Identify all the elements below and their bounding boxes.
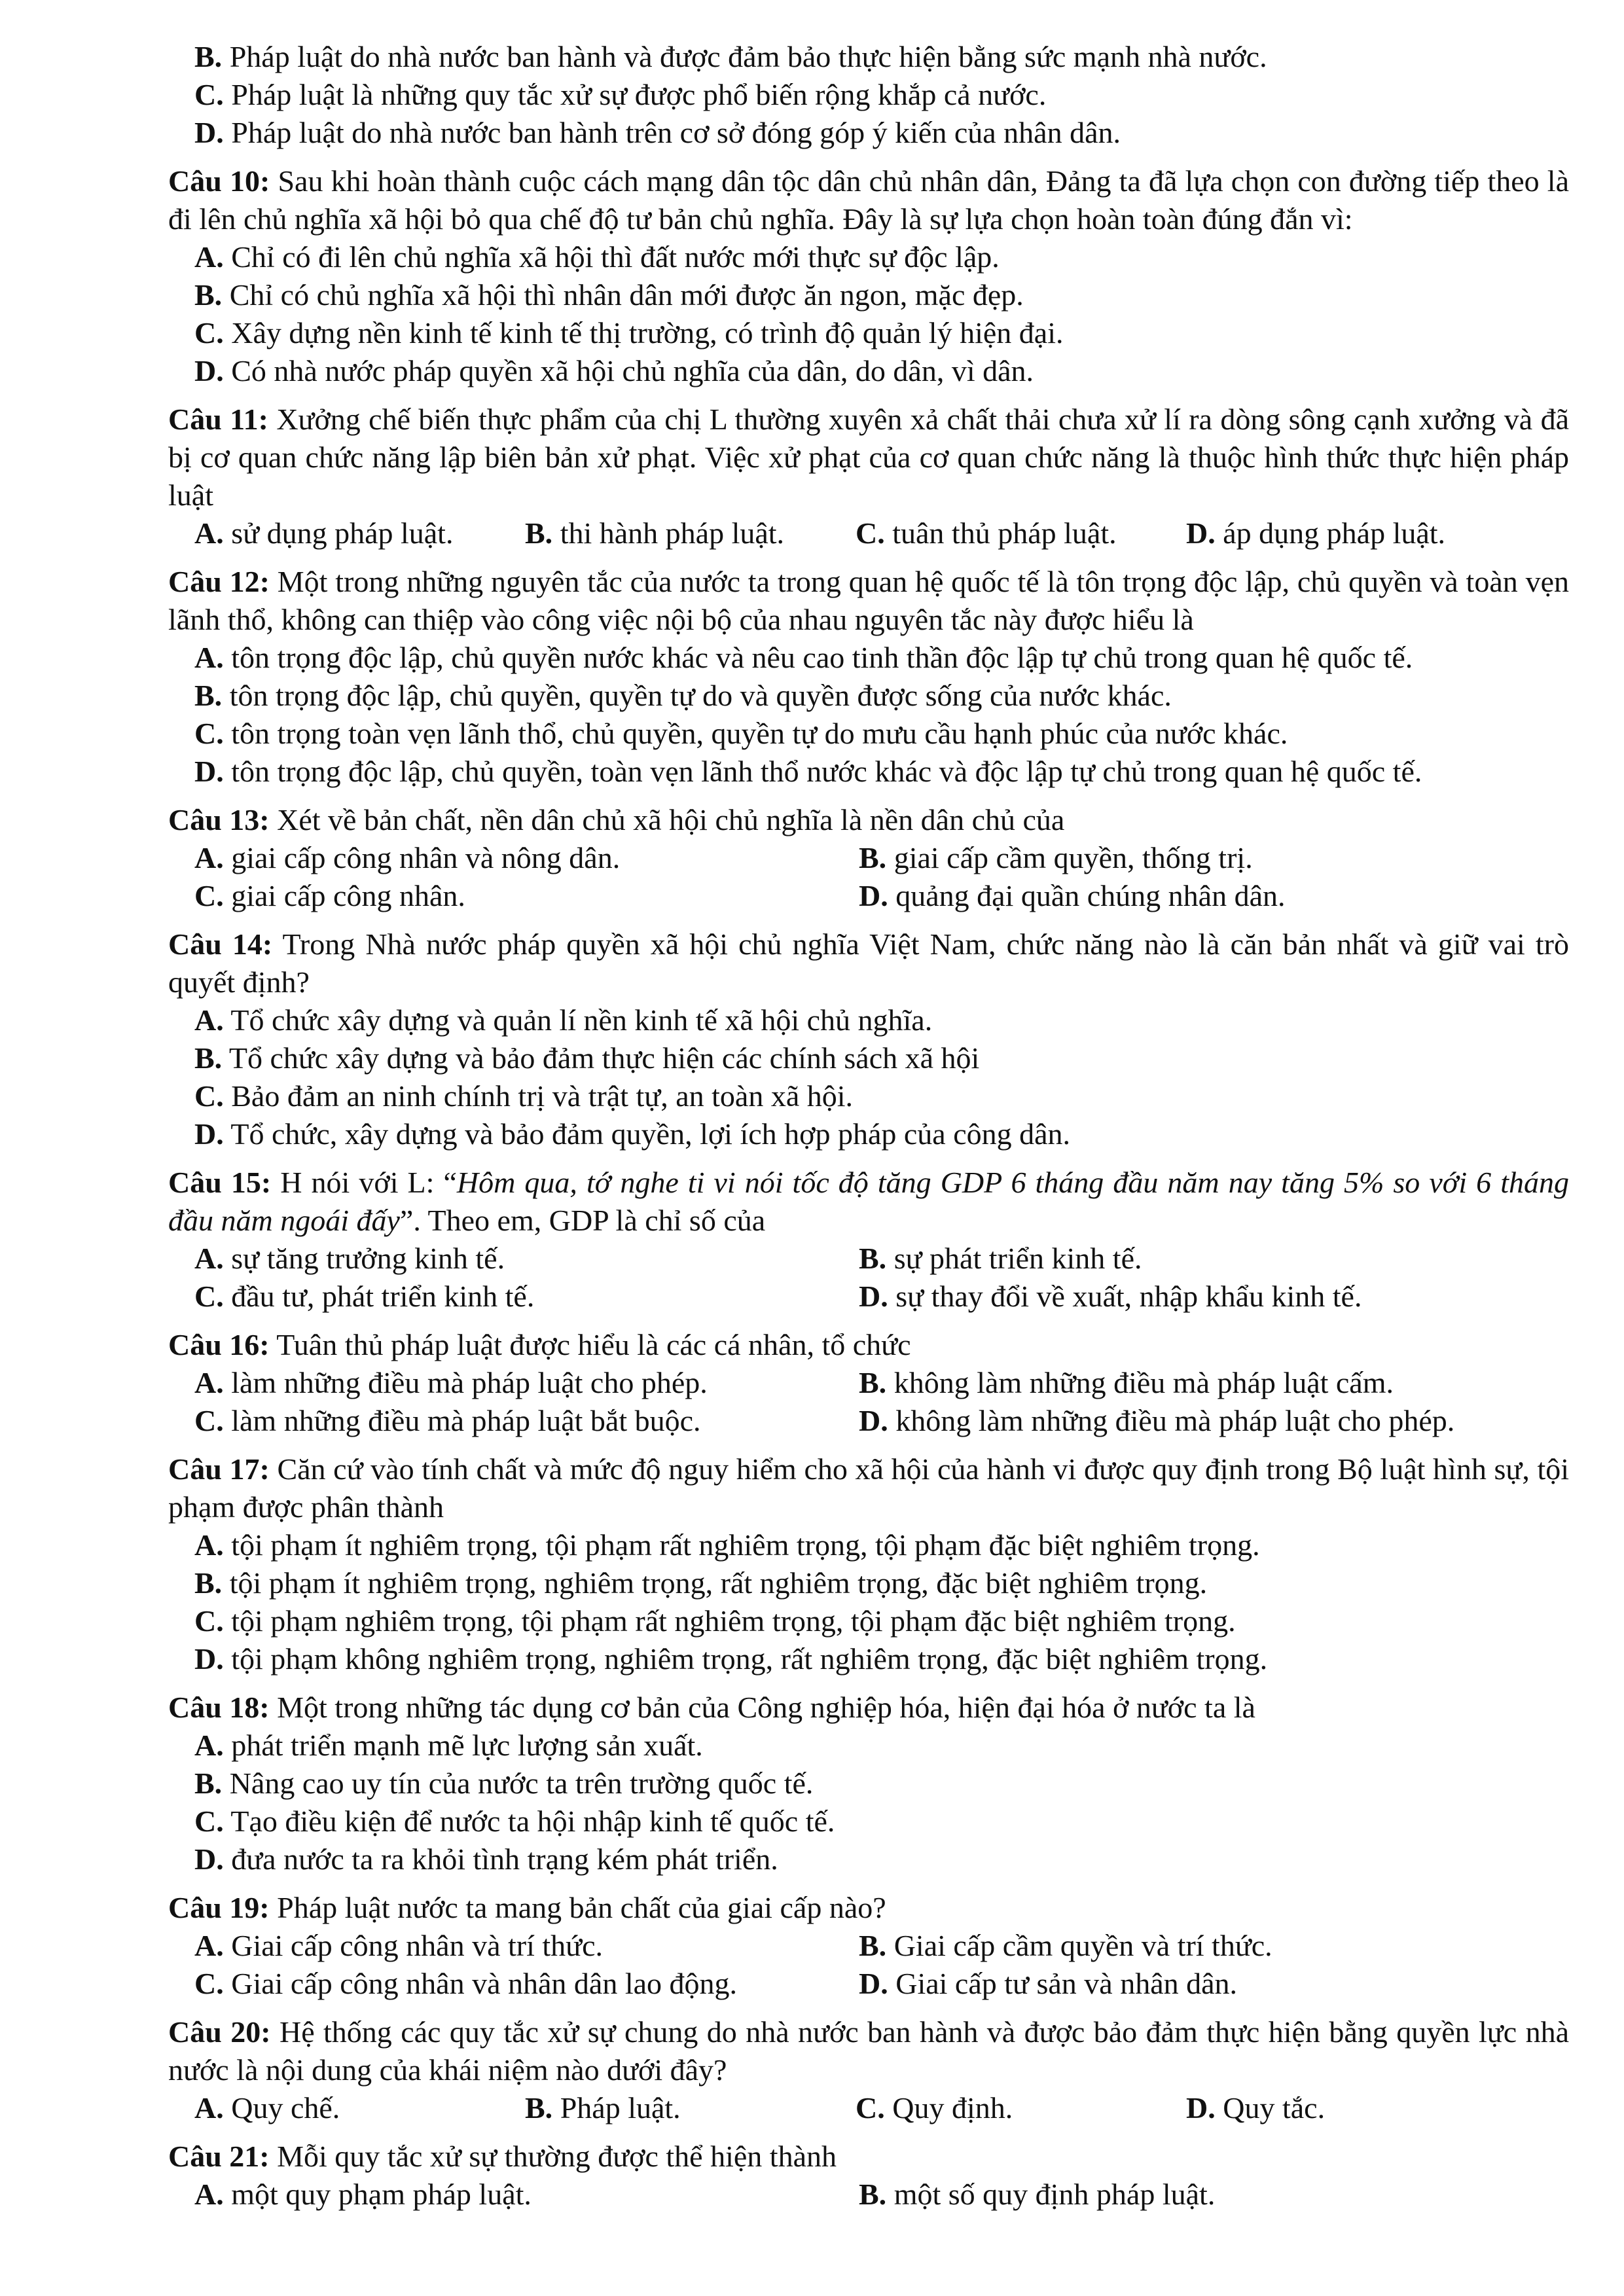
option-cell — [525, 2089, 856, 2127]
option-text: Giai cấp công nhân và nhân dân lao động. — [231, 1967, 738, 2000]
option-row — [168, 1077, 1569, 1115]
option — [1186, 2091, 1325, 2125]
option-text: tôn trọng toàn vẹn lãnh thổ, chủ quyền, quyền tự do mưu cầu hạnh phúc của nước khác. — [231, 717, 1288, 750]
option — [859, 1366, 1394, 1399]
option-label: C. — [856, 2091, 885, 2125]
option-cell — [194, 1278, 859, 1316]
option-text: không làm những điều mà pháp luật cấm. — [893, 1366, 1394, 1399]
option — [194, 354, 1034, 387]
option-row — [168, 2089, 1569, 2127]
option-cell — [525, 514, 856, 552]
option-row — [168, 514, 1569, 552]
question-text — [168, 563, 1569, 639]
option — [194, 1604, 1236, 1638]
option-row — [168, 352, 1569, 390]
option-row — [168, 639, 1569, 677]
question-stem-end: ”. Theo em, GDP là chỉ số của — [399, 1204, 766, 1237]
question-text — [168, 2013, 1569, 2089]
option-label: D. — [859, 1967, 888, 2000]
question-block — [168, 2013, 1569, 2127]
option — [856, 516, 1117, 550]
option — [194, 679, 1172, 712]
option-cell — [194, 877, 859, 915]
option-text: tội phạm không nghiêm trọng, nghiêm trọng, rất nghiêm trọng, đặc biệt nghiêm trọng. — [231, 1642, 1268, 1676]
option-row — [168, 1278, 1569, 1316]
option-text: không làm những điều mà pháp luật cho phép. — [895, 1404, 1455, 1437]
option-label: D. — [859, 879, 888, 912]
option-cell — [194, 1402, 859, 1440]
option-label: C. — [194, 1404, 224, 1437]
option — [194, 1404, 701, 1437]
question-stem-start: H nói với L: “ — [280, 1166, 457, 1199]
option — [525, 516, 784, 550]
option-label: C. — [194, 1079, 224, 1113]
question-number: Câu 20: — [168, 2015, 271, 2049]
option-text: Pháp luật là những quy tắc xử sự được phổ biến rộng khắp cả nước. — [231, 78, 1047, 111]
question-stem: Một trong những nguyên tắc của nước ta trong quan hệ quốc tế là tôn trọng độc lập, chủ quyền và toàn vẹn lãnh thổ, không can thiệp vào công việc nội bộ của nhau nguyên tắc này được hiểu là — [168, 565, 1569, 636]
question-quote: Hôm qua, tớ nghe ti vi nói tốc độ tăng GDP 6 tháng đầu năm nay tăng 5% so với 6 tháng đầu năm ngoái đấy — [168, 1166, 1569, 1237]
option-label: D. — [194, 1117, 224, 1151]
option-row — [168, 1001, 1569, 1039]
option — [194, 1967, 737, 2000]
option — [194, 841, 620, 874]
option-label: A. — [194, 1528, 224, 1562]
option-row — [168, 677, 1569, 715]
option-label: B. — [859, 2178, 887, 2211]
option-label: D. — [1186, 2091, 1216, 2125]
option — [194, 1642, 1267, 1676]
question-stem: Sau khi hoàn thành cuộc cách mạng dân tộc dân chủ nhân dân, Đảng ta đã lựa chọn con đường tiếp theo là đi lên chủ nghĩa xã hội bỏ qua chế độ tư bản chủ nghĩa. Đây là sự lựa chọn hoàn toàn đúng đắn vì: — [168, 164, 1570, 236]
option-text: Xây dựng nền kinh tế kinh tế thị trường, có trình độ quản lý hiện đại. — [231, 316, 1064, 350]
option-text: Quy định. — [892, 2091, 1013, 2125]
option — [194, 2091, 340, 2125]
option-text: tôn trọng độc lập, chủ quyền, toàn vẹn lãnh thổ nước khác và độc lập tự chủ trong quan hệ quốc tế. — [231, 755, 1422, 788]
option — [194, 641, 1413, 674]
option-text: Có nhà nước pháp quyền xã hội chủ nghĩa của dân, do dân, vì dân. — [231, 354, 1034, 387]
option-label: B. — [525, 2091, 553, 2125]
option — [859, 1404, 1454, 1437]
option-label: C. — [856, 516, 885, 550]
option-label: D. — [194, 354, 224, 387]
option-text: thi hành pháp luật. — [560, 516, 785, 550]
option-cell — [859, 839, 1523, 877]
option-label: C. — [194, 879, 224, 912]
option-text: sử dụng pháp luật. — [231, 516, 454, 550]
option-cell — [194, 2089, 525, 2127]
question-number: Câu 12: — [168, 565, 270, 598]
option-cell — [859, 877, 1523, 915]
option-cell — [859, 2176, 1523, 2214]
question-stem: Hệ thống các quy tắc xử sự chung do nhà nước ban hành và được bảo đảm thực hiện bằng quyền lực nhà nước là nội dung của khái niệm nào dưới đây? — [168, 2015, 1569, 2087]
option-label: C. — [194, 717, 224, 750]
option-text: Quy tắc. — [1223, 2091, 1326, 2125]
option-row — [168, 2176, 1569, 2214]
question-number: Câu 18: — [168, 1691, 270, 1724]
option-text: Chỉ có chủ nghĩa xã hội thì nhân dân mới được ăn ngon, mặc đẹp. — [229, 278, 1024, 312]
option — [859, 879, 1286, 912]
option — [194, 1842, 778, 1876]
option-row — [168, 1640, 1569, 1678]
option-label: A. — [194, 1366, 224, 1399]
option-text: tội phạm ít nghiêm trọng, tội phạm rất nghiêm trọng, tội phạm đặc biệt nghiêm trọng. — [231, 1528, 1260, 1562]
option-text: áp dụng pháp luật. — [1223, 516, 1446, 550]
question-stem: Trong Nhà nước pháp quyền xã hội chủ nghĩa Việt Nam, chức năng nào là căn bản nhất và giữ vai trò quyết định? — [168, 927, 1569, 999]
option-text: sự phát triển kinh tế. — [893, 1242, 1142, 1275]
question-text — [168, 401, 1569, 514]
option-text: Pháp luật do nhà nước ban hành và được đảm bảo thực hiện bằng sức mạnh nhà nước. — [229, 40, 1267, 73]
option-row — [168, 114, 1569, 152]
option — [194, 1566, 1207, 1600]
previous-question-options — [168, 38, 1569, 152]
option — [194, 278, 1024, 312]
option-text: làm những điều mà pháp luật cho phép. — [231, 1366, 708, 1399]
option-row — [168, 1526, 1569, 1564]
option-label: D. — [194, 1842, 224, 1876]
option-label: A. — [194, 1003, 224, 1037]
question-block — [168, 801, 1569, 915]
option — [859, 1929, 1272, 1962]
option-label: A. — [194, 240, 224, 274]
option — [194, 1003, 932, 1037]
option-label: B. — [525, 516, 553, 550]
option — [194, 1767, 813, 1800]
option-cell — [859, 1927, 1523, 1965]
option-text: tôn trọng độc lập, chủ quyền, quyền tự do và quyền được sống của nước khác. — [229, 679, 1172, 712]
option-cell — [194, 1364, 859, 1402]
option-text: tuân thủ pháp luật. — [892, 516, 1117, 550]
option-text: Giai cấp cầm quyền và trí thức. — [893, 1929, 1272, 1962]
question-number: Câu 10: — [168, 164, 270, 198]
option-label: D. — [194, 755, 224, 788]
option-text: sự tăng trưởng kinh tế. — [231, 1242, 505, 1275]
option-cell — [194, 2176, 859, 2214]
option-text: Tổ chức xây dựng và quản lí nền kinh tế xã hội chủ nghĩa. — [230, 1003, 933, 1037]
option-text: giai cấp công nhân. — [231, 879, 465, 912]
option-text: Pháp luật do nhà nước ban hành trên cơ sở đóng góp ý kiến của nhân dân. — [231, 116, 1121, 149]
option-label: D. — [194, 116, 224, 149]
question-stem: Tuân thủ pháp luật được hiểu là các cá nhân, tổ chức — [276, 1328, 911, 1361]
option-text: Tạo điều kiện để nước ta hội nhập kinh tế quốc tế. — [230, 1804, 835, 1838]
question-text — [168, 801, 1569, 839]
question-number: Câu 15: — [168, 1166, 272, 1199]
option — [194, 240, 1000, 274]
option-label: C. — [194, 1604, 224, 1638]
option-label: B. — [194, 1041, 223, 1075]
option — [194, 1117, 1070, 1151]
option-cell — [859, 1278, 1523, 1316]
option-row — [168, 238, 1569, 276]
question-block — [168, 1889, 1569, 2003]
option-label: C. — [194, 316, 224, 350]
option-cell — [1186, 2089, 1517, 2127]
option-row — [168, 1727, 1569, 1765]
option-label: B. — [194, 1566, 223, 1600]
option-cell — [1186, 514, 1517, 552]
option-label: A. — [194, 516, 224, 550]
option-text: làm những điều mà pháp luật bắt buộc. — [231, 1404, 701, 1437]
question-text — [168, 1689, 1569, 1727]
question-block — [168, 1689, 1569, 1878]
option-row — [168, 314, 1569, 352]
question-number: Câu 21: — [168, 2140, 270, 2173]
option-label: A. — [194, 1242, 224, 1275]
option — [859, 841, 1253, 874]
option-row — [168, 1402, 1569, 1440]
option — [856, 2091, 1013, 2125]
question-text — [168, 2138, 1569, 2176]
question-text — [168, 1889, 1569, 1927]
option-text: Chỉ có đi lên chủ nghĩa xã hội thì đất nước mới thực sự độc lập. — [231, 240, 1000, 274]
option-row — [168, 1364, 1569, 1402]
question-text — [168, 1450, 1569, 1526]
option-text: Pháp luật. — [560, 2091, 681, 2125]
option-text: Tổ chức xây dựng và bảo đảm thực hiện các chính sách xã hội — [228, 1041, 980, 1075]
question-stem: Mỗi quy tắc xử sự thường được thể hiện thành — [277, 2140, 837, 2173]
question-number: Câu 14: — [168, 927, 273, 961]
question-stem: Pháp luật nước ta mang bản chất của giai cấp nào? — [277, 1891, 886, 1924]
option-text: sự thay đổi về xuất, nhập khẩu kinh tế. — [895, 1280, 1362, 1313]
option-row — [168, 276, 1569, 314]
option-label: B. — [194, 40, 223, 73]
option-cell — [856, 514, 1186, 552]
option-label: D. — [1186, 516, 1216, 550]
option — [859, 1280, 1362, 1313]
exam-page — [168, 38, 1569, 2214]
option-cell — [194, 514, 525, 552]
option-text: đưa nước ta ra khỏi tình trạng kém phát triển. — [231, 1842, 778, 1876]
option — [1186, 516, 1445, 550]
question-stem: Căn cứ vào tính chất và mức độ nguy hiểm cho xã hội của hành vi được quy định trong Bộ luật hình sự, tội phạm được phân thành — [168, 1452, 1570, 1524]
option — [859, 2178, 1215, 2211]
option-label: C. — [194, 1804, 224, 1838]
option-cell — [194, 839, 859, 877]
option-label: D. — [859, 1404, 888, 1437]
option-row — [168, 715, 1569, 753]
option — [194, 1079, 853, 1113]
option — [194, 1366, 708, 1399]
option-text: Giai cấp công nhân và trí thức. — [231, 1929, 604, 1962]
option-label: C. — [194, 1967, 224, 2000]
option-row — [168, 1115, 1569, 1153]
option-label: B. — [194, 1767, 223, 1800]
option-label: D. — [194, 1642, 224, 1676]
option-text: Quy chế. — [231, 2091, 340, 2125]
option-row — [168, 1840, 1569, 1878]
question-text — [168, 1164, 1569, 1240]
option-row — [168, 839, 1569, 877]
option-text: Giai cấp tư sản và nhân dân. — [895, 1967, 1238, 2000]
question-stem: Một trong những tác dụng cơ bản của Công nghiệp hóa, hiện đại hóa ở nước ta là — [277, 1691, 1255, 1724]
option-label: B. — [194, 278, 223, 312]
question-block — [168, 1326, 1569, 1440]
option-text: phát triển mạnh mẽ lực lượng sản xuất. — [231, 1729, 703, 1762]
option-text: giai cấp công nhân và nông dân. — [231, 841, 621, 874]
option-text: một quy phạm pháp luật. — [231, 2178, 532, 2211]
question-block — [168, 1450, 1569, 1678]
option-label: B. — [194, 679, 223, 712]
option-row — [168, 1765, 1569, 1803]
option — [859, 1967, 1237, 2000]
option-cell — [194, 1965, 859, 2003]
option — [525, 2091, 681, 2125]
option-row — [168, 1927, 1569, 1965]
option — [194, 1242, 505, 1275]
option-row — [168, 1602, 1569, 1640]
option-label: A. — [194, 1729, 224, 1762]
option-label: A. — [194, 641, 224, 674]
question-number: Câu 13: — [168, 803, 270, 836]
option-cell — [194, 1927, 859, 1965]
option-text: đầu tư, phát triển kinh tế. — [231, 1280, 535, 1313]
option-text: quảng đại quần chúng nhân dân. — [895, 879, 1286, 912]
option-label: B. — [859, 1242, 887, 1275]
option — [194, 516, 453, 550]
question-text — [168, 925, 1569, 1001]
option — [859, 1242, 1142, 1275]
question-block — [168, 401, 1569, 552]
option — [194, 1528, 1260, 1562]
question-block — [168, 2138, 1569, 2214]
question-stem: Xưởng chế biến thực phẩm của chị L thường xuyên xả chất thải chưa xử lí ra dòng sông cạnh xưởng và đã bị cơ quan chức năng lập biên bản xử phạt. Việc xử phạt của cơ quan chức năng là thuộc hình thức thực hiện pháp luật — [168, 403, 1569, 512]
option-label: B. — [859, 1366, 887, 1399]
question-text — [168, 1326, 1569, 1364]
option-label: C. — [194, 1280, 224, 1313]
option — [194, 755, 1422, 788]
option-cell — [856, 2089, 1186, 2127]
question-number: Câu 11: — [168, 403, 268, 436]
option-label: A. — [194, 2091, 224, 2125]
option-row — [168, 38, 1569, 76]
question-block — [168, 563, 1569, 791]
option — [194, 1804, 835, 1838]
option — [194, 1929, 603, 1962]
option-text: tôn trọng độc lập, chủ quyền nước khác và nêu cao tinh thần độc lập tự chủ trong quan hệ quốc tế. — [231, 641, 1413, 674]
option-cell — [859, 1965, 1523, 2003]
option-text: Nâng cao uy tín của nước ta trên trường quốc tế. — [229, 1767, 814, 1800]
option-row — [168, 1039, 1569, 1077]
option-label: A. — [194, 2178, 224, 2211]
option-cell — [194, 1240, 859, 1278]
option-row — [168, 753, 1569, 791]
option-text: Bảo đảm an ninh chính trị và trật tự, an toàn xã hội. — [231, 1079, 854, 1113]
option-label: B. — [859, 841, 887, 874]
option-row — [168, 877, 1569, 915]
question-block — [168, 925, 1569, 1153]
question-number: Câu 16: — [168, 1328, 270, 1361]
option — [194, 2178, 532, 2211]
option-label: A. — [194, 841, 224, 874]
option — [194, 1280, 534, 1313]
option-row — [168, 1240, 1569, 1278]
option-text: tội phạm ít nghiêm trọng, nghiêm trọng, rất nghiêm trọng, đặc biệt nghiêm trọng. — [229, 1566, 1208, 1600]
option-row — [168, 76, 1569, 114]
option — [194, 1729, 703, 1762]
option-text: Tổ chức, xây dựng và bảo đảm quyền, lợi ích hợp pháp của công dân. — [230, 1117, 1071, 1151]
option-text: một số quy định pháp luật. — [893, 2178, 1216, 2211]
question-number: Câu 19: — [168, 1891, 270, 1924]
option-row — [168, 1965, 1569, 2003]
option-cell — [859, 1240, 1523, 1278]
option — [194, 879, 465, 912]
option-cell — [859, 1364, 1523, 1402]
question-stem: Xét về bản chất, nền dân chủ xã hội chủ nghĩa là nền dân chủ của — [277, 803, 1065, 836]
option-text: tội phạm nghiêm trọng, tội phạm rất nghiêm trọng, tội phạm đặc biệt nghiêm trọng. — [231, 1604, 1236, 1638]
option-row — [168, 1803, 1569, 1840]
option-row — [168, 1564, 1569, 1602]
option — [194, 1041, 979, 1075]
question-list — [168, 162, 1569, 2214]
question-number: Câu 17: — [168, 1452, 270, 1486]
question-text — [168, 162, 1569, 238]
option-text: giai cấp cầm quyền, thống trị. — [893, 841, 1253, 874]
question-block — [168, 1164, 1569, 1316]
option-cell — [859, 1402, 1523, 1440]
option — [194, 316, 1063, 350]
question-block — [168, 162, 1569, 390]
option-label: D. — [859, 1280, 888, 1313]
option-label: C. — [194, 78, 224, 111]
option — [194, 717, 1288, 750]
option-label: A. — [194, 1929, 224, 1962]
option-label: B. — [859, 1929, 887, 1962]
